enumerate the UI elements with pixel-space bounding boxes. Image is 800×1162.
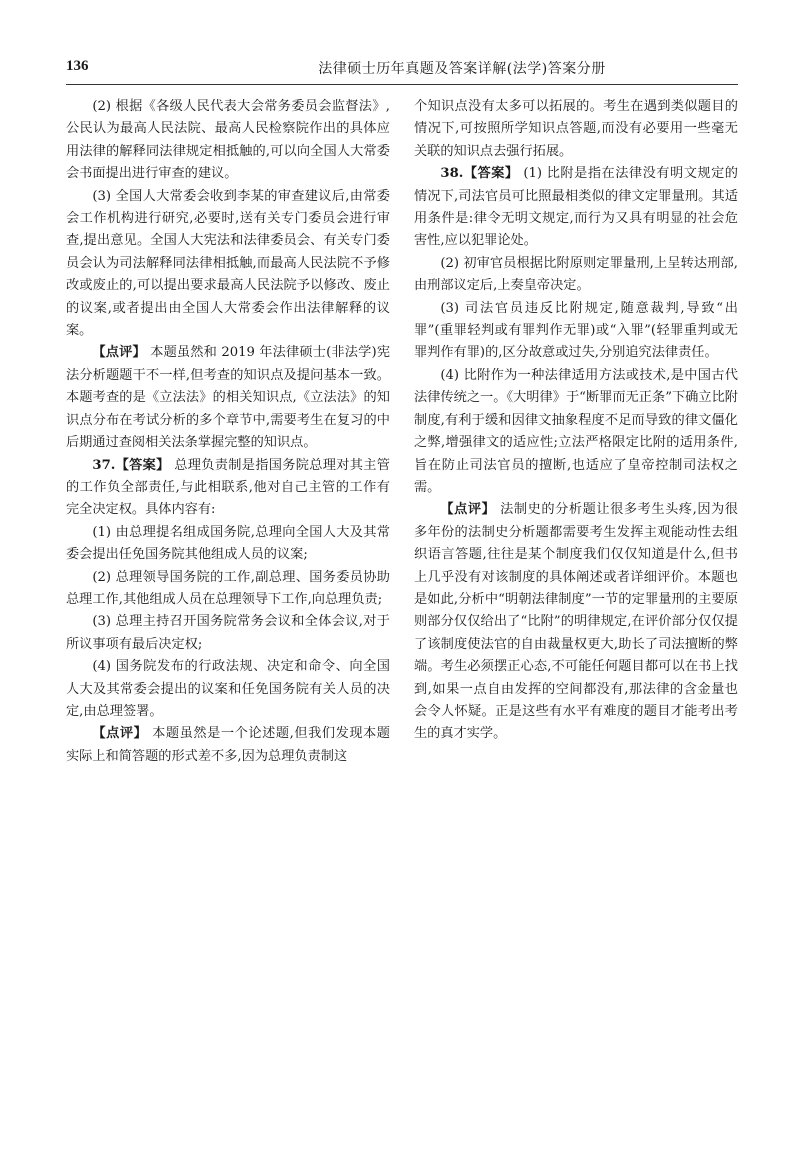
comment-paragraph: 【点评】 法制史的分析题让很多考生头疼,因为很多年份的法制史分析题都需要考生发挥主观能动性去组织语言答题,往往是某个制度我们仅仅知道是什么,但书上几乎没有对该制度的具体阐述或者详细评价。本题也是如此,分析中“明朝法律制度”一节的定罪量刑的主要原则部分仅仅给出了“比附”的明律规定,在评价部分仅仅提了该制度使法官的自由裁量权更大,助长了司法擅断的弊端。考生必须摆正心态,不可能任何题目都可以在书上找到,如果一点自由发挥的空间都没有,那法律的含金量也会令人怀疑。正是这些有水平有难度的题目才能考出考生的真才实学。 (414, 502, 738, 742)
header-rule (66, 84, 738, 85)
paragraph: (3) 全国人大常委会收到李某的审查建议后,由常委会工作机构进行研究,必要时,送有关专门委员会进行审查,提出意见。全国人大宪法和法律委员会、有关专门委员会认为司法解释同法律相抵触,而最高人民法院不予修改或废止的,可以提出要求最高人民法院予以修改、废止的议案,或者提出由全国人大常委会作出法律解释的议案。 (66, 188, 390, 339)
comment-paragraph: 【点评】 本题虽然是一个论述题,但我们发现本题实际上和简答题的形式差不多,因为总理负责制这 (66, 726, 390, 764)
paragraph: (4) 国务院发布的行政法规、决定和命令、向全国人大及其常委会提出的议案和任免国务院有关人员的决定,由总理签署。 (66, 659, 390, 719)
answer-tag: 37.【答案】 (92, 457, 170, 473)
paragraph: (2) 根据《各级人民代表大会常务委员会监督法》,公民认为最高人民法院、最高人民检察院作出的具体应用法律的解释同法律规定相抵触的,可以向全国人大常委会书面提出进行审查的建议。 (66, 99, 390, 182)
paragraph: (2) 初审官员根据比附原则定罪量刑,上呈转达刑部,由刑部议定后,上奏皇帝决定。 (414, 255, 738, 294)
left-column (66, 96, 390, 768)
page-header (66, 54, 738, 82)
answer-paragraph: 37.【答案】 总理负责制是指国务院总理对其主管的工作负全部责任,与此相联系,他对自己主管的工作有完全决定权。具体内容有: (66, 457, 390, 518)
comment-tag: 【点评】 (92, 345, 146, 361)
comment-paragraph: 【点评】 本题虽然和 2019 年法律硕士(非法学)宪法分析题题干不一样,但考查的知识点及提问基本一致。本题考查的是《立法法》的相关知识点,《立法法》的知识点分布在考试分析的多个章节中,需要考生在复习的中后期通过查阅相关法条掌握完整的知识点。 (66, 345, 391, 451)
page-number: 136 (66, 58, 89, 74)
comment-tag: 【点评】 (440, 502, 496, 518)
right-column (414, 96, 738, 746)
paragraph: (3) 总理主持召开国务院常务会议和全体会议,对于所议事项有最后决定权; (66, 614, 390, 652)
answer-tag: 38.【答案】 (440, 166, 519, 182)
answer-paragraph: 38.【答案】 (1) 比附是指在法律没有明文规定的情况下,司法官员可比照最相类似的律文定罪量刑。其适用条件是:律令无明文规定,而行为又具有明显的社会危害性,应以犯罪论处。 (414, 166, 738, 249)
continued-paragraph: 个知识点没有太多可以拓展的。考生在遇到类似题目的情况下,可按照所学知识点答题,而没有必要用一些毫无关联的知识点去强行拓展。 (414, 99, 738, 159)
comment-tag: 【点评】 (92, 726, 148, 742)
paragraph: (1) 由总理提名组成国务院,总理向全国人大及其常委会提出任免国务院其他组成人员的议案; (66, 524, 390, 563)
paragraph: (4) 比附作为一种法律适用方法或技术,是中国古代法律传统之一。《大明律》于“断罪而无正条”下确立比附制度,有利于缓和因律文抽象程度不足而导致的律文僵化之弊,增强律文的适应性;立法严格限定比附的适用条件,旨在防止司法官员的擅断,也适应了皇帝控制司法权之需。 (414, 367, 738, 495)
paragraph: (3) 司法官员违反比附规定,随意裁判,导致“出罪”(重罪轻判或有罪判作无罪)或“入罪”(轻罪重判或无罪判作有罪)的,区分故意或过失,分别追究法律责任。 (414, 300, 738, 361)
paragraph: (2) 总理领导国务院的工作,副总理、国务委员协助总理工作,其他组成人员在总理领导下工作,向总理负责; (66, 569, 390, 607)
running-title: 法律硕士历年真题及答案详解(法学)答案分册 (318, 61, 606, 77)
